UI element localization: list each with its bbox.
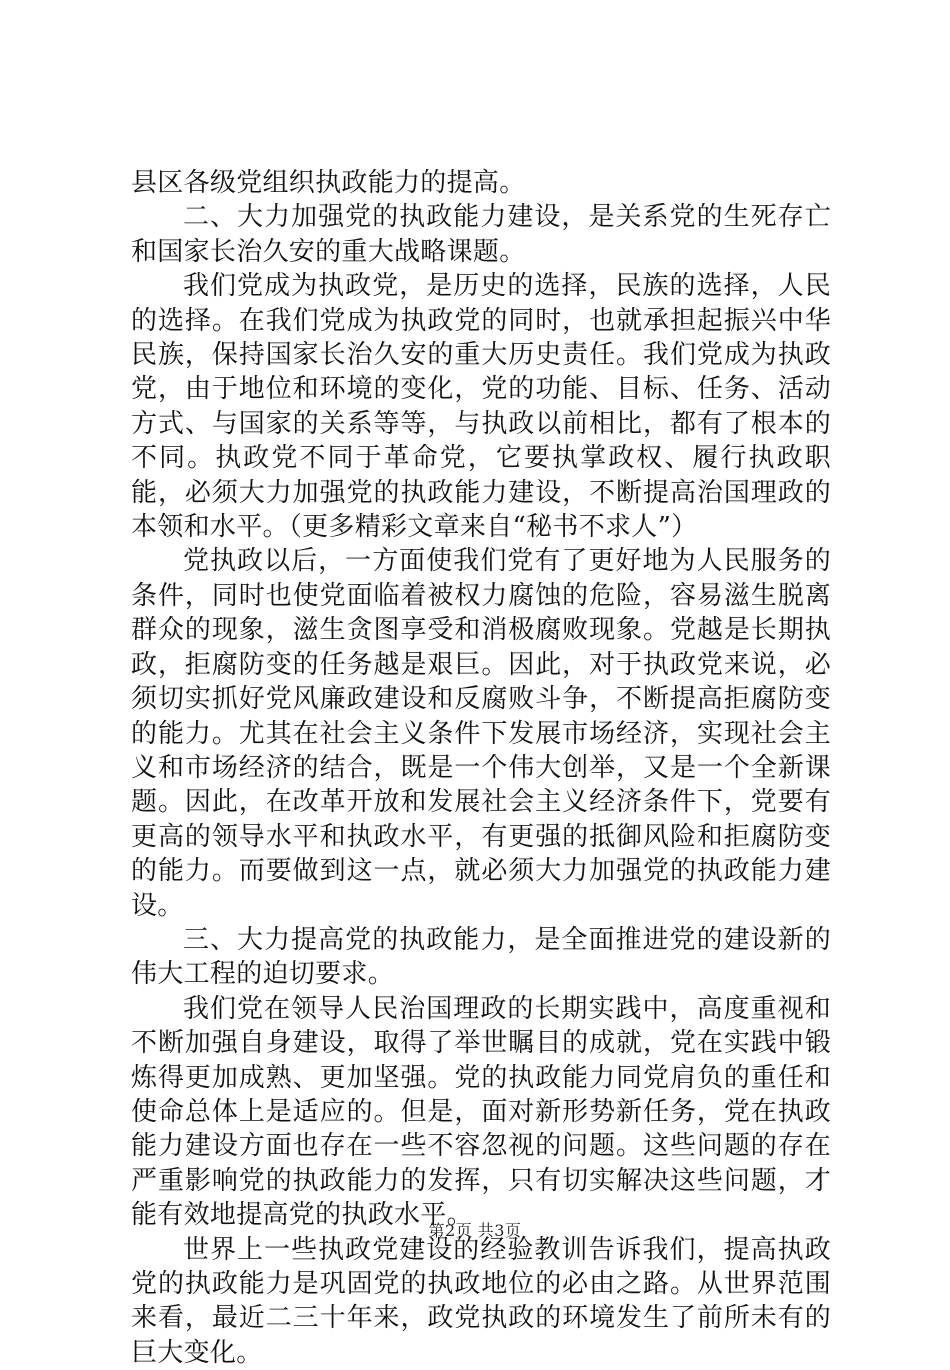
paragraph: 我们党在领导人民治国理政的长期实践中，高度重视和不断加强自身建设，取得了举世瞩目的成就，党在实践中锻炼得更加成熟、更加坚强。党的执政能力同党肩负的重任和使命总体上是适应的。但是，面对新形势新任务，党在执政能力建设方面也存在一些不容忽视的问题。这些问题的存在严重影响党的执政能力的发挥，只有切实解决这些问题，才能有效地提高党的执政水平。	[131, 993, 831, 1231]
section-heading-two: 二、大力加强党的执政能力建设，是关系党的生死存亡和国家长治久安的重大战略课题。	[131, 202, 831, 267]
section-heading-three: 三、大力提高党的执政能力，是全面推进党的建设新的伟大工程的迫切要求。	[131, 924, 831, 990]
paragraph-continuation: 县区各级党组织执政能力的提高。	[131, 168, 526, 198]
page-number-footer: 第2页 共3页	[428, 1221, 522, 1240]
paragraph: 党执政以后，一方面使我们党有了更好地为人民服务的条件，同时也使党面临着被权力腐蚀的危险，容易滋生脱离群众的现象，滋生贪图享受和消极腐败现象。党越是长期执政，拒腐防变的任务越是艰巨。因此，对于执政党来说，必须切实抓好党风廉政建设和反腐败斗争，不断提高拒腐防变的能力。尤其在社会主义条件下发展市场经济，实现社会主义和市场经济的结合，既是一个伟大创举，又是一个全新课题。因此，在改革开放和发展社会主义经济条件下，党要有更高的领导水平和执政水平，有更强的抵御风险和拒腐防变的能力。而要做到这一点，就必须大力加强党的执政能力建设。	[131, 546, 831, 921]
paragraph: 世界上一些执政党建设的经验教训告诉我们，提高执政党的执政能力是巩固党的执政地位的必由之路。从世界范围来看，最近二三十年来，政党执政的环境发生了前所未有的巨大变化。	[131, 1234, 831, 1368]
paragraph: 我们党成为执政党，是历史的选择，民族的选择，人民的选择。在我们党成为执政党的同时，也就承担起振兴中华民族，保持国家长治久安的重大历史责任。我们党成为执政党，由于地位和环境的变化，党的功能、目标、任务、活动方式、与国家的关系等等，与执政以前相比，都有了根本的不同。执政党不同于革命党，它要执掌政权、履行执政职能，必须大力加强党的执政能力建设，不断提高治国理政的本领和水平。（更多精彩文章来自“秘书不求人”）	[131, 271, 831, 543]
document-body	[131, 166, 831, 1370]
